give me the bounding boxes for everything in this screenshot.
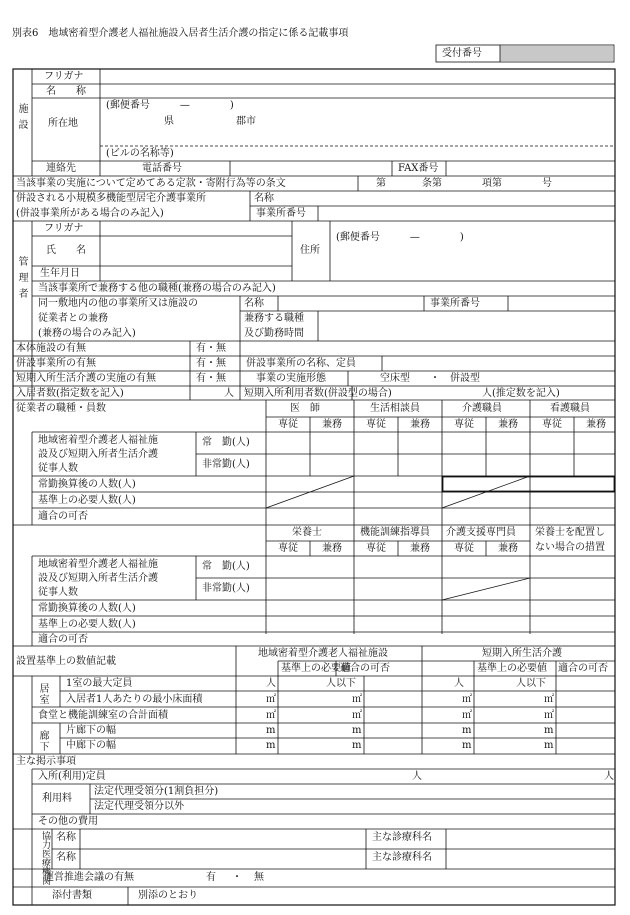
council-no: 無 — [254, 872, 264, 883]
manager-name-label: 氏 名 — [46, 245, 86, 256]
dining-req-unit-1: ㎡ — [352, 710, 362, 721]
facility-section-label: 施設 — [16, 103, 27, 135]
medical-dept-label-2: 主な診療科名 — [372, 852, 432, 863]
standards-ok-1: 適合の可否 — [340, 663, 390, 674]
articles-kou: 項第 — [482, 178, 502, 189]
facility-building-label: (ビルの名称等) — [106, 148, 174, 159]
combined-presence-yes-no: 有・無 — [196, 358, 226, 369]
manager-section-label: 管理者 — [16, 256, 27, 304]
articles-label: 当該事業の実施について定めてある定款・寄附行為等の条文 — [16, 178, 286, 189]
caremgr-full: 専従 — [454, 543, 474, 554]
facility-address-label: 所在地 — [48, 118, 78, 129]
middle-req-unit-1: m — [352, 740, 362, 751]
document-title: 別表6 地域密着型介護老人福祉施設入居者生活介護の指定に係る記載事項 — [12, 28, 349, 39]
attachment-value: 別添のとおり — [138, 890, 198, 901]
short-stay-combined: 併設型 — [450, 373, 480, 384]
staff-fulltime-label: 常 勤(人) — [202, 437, 250, 448]
area-unit-1: ㎡ — [266, 694, 276, 705]
counselor-full: 専従 — [366, 419, 386, 430]
manager-birthdate-label: 生年月日 — [40, 268, 80, 279]
manager-duty-label-2: 及び勤務時間 — [244, 328, 304, 339]
staff2-rowhead-2: 設及び短期入所者生活介護 — [38, 573, 158, 584]
short-stay-label: 短期入所生活介護の実施の有無 — [16, 373, 156, 384]
manager-address-label: 住所 — [300, 245, 320, 256]
notices-fee-label: 利用料 — [42, 793, 72, 804]
standards-req-2: 基準上の必要値 — [477, 663, 547, 674]
facility-city: 郡市 — [236, 116, 256, 127]
facility-furigana-label: フリガナ — [44, 71, 84, 82]
caremgr-part: 兼務 — [498, 543, 518, 554]
medical-name-label-2: 名称 — [56, 852, 76, 863]
area-req-unit-1: ㎡ — [352, 694, 362, 705]
corridor-middle-label: 中廊下の幅 — [66, 740, 116, 751]
counselor-part: 兼務 — [410, 419, 430, 430]
nurse-part: 兼務 — [586, 419, 606, 430]
trainer-full: 専従 — [366, 543, 386, 554]
area-unit-2: ㎡ — [462, 694, 472, 705]
facility-phone-label: 電話番号 — [142, 163, 182, 174]
job-nurse: 看護職員 — [550, 403, 590, 414]
max-req-unit-2: 人以下 — [516, 678, 546, 689]
facility-prefecture: 県 — [164, 116, 174, 127]
attachment-label: 添付書類 — [52, 890, 92, 901]
council-yes: 有 — [206, 872, 216, 883]
short-stay-users-label: 短期入所利用者数(併設型の場合) — [244, 388, 392, 399]
notices-capacity-label: 入所(利用)定員 — [38, 771, 106, 782]
manager-other-label-2: 従業者との兼務 — [38, 313, 108, 324]
job-care-worker: 介護職員 — [462, 403, 502, 414]
staff-compliance-label: 適合の可否 — [38, 511, 88, 522]
oneside-req-unit-1: m — [352, 725, 362, 736]
corridor-label: 廊下 — [37, 730, 48, 752]
job-doctor: 医 師 — [290, 403, 320, 414]
medical-name-label-1: 名称 — [56, 832, 76, 843]
manager-other-number-label: 事業所番号 — [430, 298, 480, 309]
care-full: 専従 — [454, 419, 474, 430]
standards-ok-2: 適合の可否 — [558, 663, 608, 674]
facility-postal-code: (郵便番号 — ) — [106, 100, 234, 111]
dining-area-label: 食堂と機能訓練室の合計面積 — [38, 710, 168, 721]
staff-rowhead-1: 地域密着型介護老人福祉施 — [38, 435, 158, 446]
short-stay-users-unit: 人(推定数を記入) — [482, 388, 560, 399]
capacity-unit: 人 — [224, 388, 234, 399]
middle-unit-2: m — [462, 740, 472, 751]
staff2-rowhead-1: 地域密着型介護老人福祉施 — [38, 559, 158, 570]
council-label: 運営推進会議の有無 — [44, 872, 134, 883]
staff2-parttime-label: 非常勤(人) — [202, 583, 250, 594]
manager-concurrent-label: 当該事業所で兼務する他の職種(兼務の場合のみ記入) — [38, 283, 276, 294]
manager-furigana-label: フリガナ — [44, 223, 84, 234]
notices-proxy-1: 法定代理受領分(1割負担分) — [94, 786, 219, 797]
staff-rowhead-2: 設及び短期入所者生活介護 — [38, 449, 158, 460]
staff2-compliance-label: 適合の可否 — [38, 634, 88, 645]
manager-postal-code: (郵便番号 — ) — [336, 232, 464, 243]
no-dietitian-label-1: 栄養士を配置し — [535, 527, 605, 538]
main-facility-yes-no: 有・無 — [196, 343, 226, 354]
staff2-fte-label: 常勤換算後の人数(人) — [38, 603, 136, 614]
trainer-part: 兼務 — [410, 543, 430, 554]
max-unit-2: 人 — [454, 678, 464, 689]
combined-office-number-label: 事業所番号 — [256, 208, 306, 219]
receipt-number-label: 受付番号 — [442, 48, 482, 59]
staff-required-label: 基準上の必要人数(人) — [38, 495, 136, 506]
medical-dept-label-1: 主な診療科名 — [372, 832, 432, 843]
standards-req-1: 基準上の必要値 — [281, 663, 351, 674]
room-max-label: 1室の最大定員 — [66, 678, 133, 689]
dining-unit-2: ㎡ — [462, 710, 472, 721]
room-area-label: 入居者1人あたりの最小床面積 — [66, 694, 203, 705]
standards-col-facility: 地域密着型介護老人福祉施設 — [258, 648, 388, 659]
staff-fte-label: 常勤換算後の人数(人) — [38, 479, 136, 490]
max-req-unit-1: 人以下 — [326, 678, 356, 689]
job-trainer: 機能訓練指導員 — [360, 527, 430, 538]
doctor-part: 兼務 — [322, 419, 342, 430]
corridor-one-side-label: 片廊下の幅 — [66, 725, 116, 736]
manager-other-label-3: (兼務の場合のみ記入) — [38, 328, 136, 339]
staff-section-label: 従業者の職種・員数 — [16, 403, 106, 414]
manager-duty-label-1: 兼務する職種 — [244, 313, 304, 324]
articles-dai: 第 — [376, 178, 386, 189]
notices-capacity-unit-2: 人 — [604, 771, 614, 782]
combined-office-note: (併設事業所がある場合のみ記入) — [16, 208, 164, 219]
standards-col-short-stay: 短期入所生活介護 — [482, 648, 562, 659]
combined-presence-label: 併設事業所の有無 — [16, 358, 96, 369]
job-dietitian: 栄養士 — [292, 527, 322, 538]
articles-gou: 号 — [542, 178, 552, 189]
notices-label: 主な掲示事項 — [16, 756, 76, 767]
combined-presence-detail: 併設事業所の名称、定員 — [246, 358, 356, 369]
facility-fax-label: FAX番号 — [398, 163, 439, 174]
facility-name-label: 名 称 — [46, 86, 86, 97]
manager-other-name-label: 名称 — [244, 298, 264, 309]
oneside-req-unit-2: m — [544, 725, 554, 736]
standards-label: 設置基準上の数値記載 — [16, 656, 116, 667]
notices-proxy-2: 法定代理受領分以外 — [94, 801, 184, 812]
short-stay-form-label: 事業の実施形態 — [256, 373, 326, 384]
dietitian-part: 兼務 — [322, 543, 342, 554]
care-part: 兼務 — [498, 419, 518, 430]
nurse-full: 専従 — [542, 419, 562, 430]
medical-section-label: 協力医療機関 — [40, 831, 50, 885]
short-stay-empty-bed: 空床型 — [380, 373, 410, 384]
short-stay-dot: ・ — [430, 373, 440, 384]
short-stay-yes-no: 有・無 — [196, 373, 226, 384]
job-care-manager: 介護支援専門員 — [446, 527, 516, 538]
council-dot: ・ — [232, 872, 242, 883]
dietitian-full: 専従 — [278, 543, 298, 554]
staff2-rowhead-3: 従事人数 — [38, 587, 78, 598]
staff2-required-label: 基準上の必要人数(人) — [38, 619, 136, 630]
notices-other-label: その他の費用 — [38, 816, 98, 827]
combined-office-name-label: 名称 — [254, 193, 274, 204]
job-life-counselor: 生活相談員 — [370, 403, 420, 414]
notices-capacity-unit-1: 人 — [412, 771, 422, 782]
middle-unit-1: m — [266, 740, 276, 751]
manager-other-label-1: 同一敷地内の他の事業所又は施設の — [38, 298, 198, 309]
area-req-unit-2: ㎡ — [544, 694, 554, 705]
oneside-unit-1: m — [266, 725, 276, 736]
main-facility-label: 本体施設の有無 — [16, 343, 86, 354]
oneside-unit-2: m — [462, 725, 472, 736]
middle-req-unit-2: m — [544, 740, 554, 751]
facility-contact-label: 連絡先 — [46, 163, 76, 174]
articles-jou: 条第 — [422, 178, 442, 189]
max-unit-1: 人 — [266, 678, 276, 689]
capacity-label: 入居者数(指定数を記入) — [16, 388, 124, 399]
dining-unit-1: ㎡ — [266, 710, 276, 721]
combined-office-label: 併設される小規模多機能型居宅介護事業所 — [16, 193, 206, 204]
staff2-fulltime-label: 常 勤(人) — [202, 561, 250, 572]
staff-rowhead-3: 従事人数 — [38, 463, 78, 474]
staff-parttime-label: 非常勤(人) — [202, 459, 250, 470]
doctor-full: 専従 — [278, 419, 298, 430]
dining-req-unit-2: ㎡ — [544, 710, 554, 721]
no-dietitian-label-2: ない場合の措置 — [535, 542, 605, 553]
room-label: 居室 — [37, 683, 48, 705]
